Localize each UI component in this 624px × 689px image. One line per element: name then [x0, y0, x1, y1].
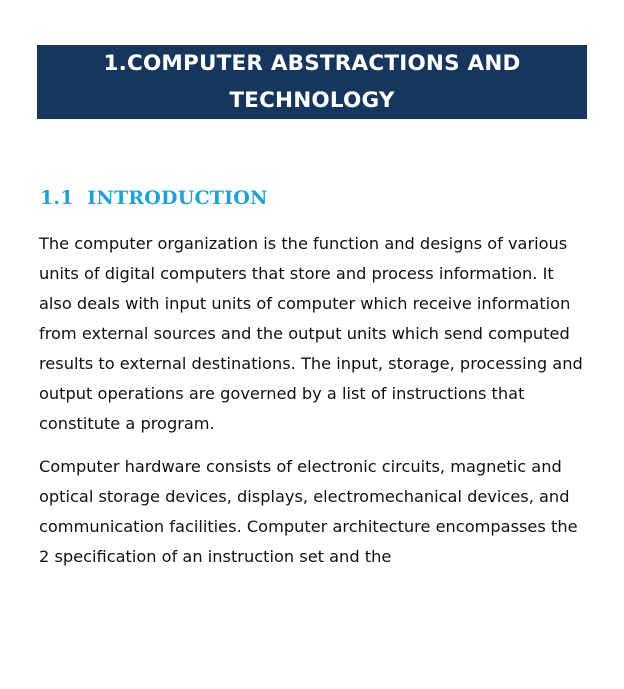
- body-paragraph: Computer hardware consists of electronic circuits, magnetic and optical storage devices, displays, electromechanical devices, and communication facilities. Computer architecture encompasses the 2 specification of an instruction set and the: [39, 457, 578, 566]
- section-heading: 1.1 INTRODUCTION: [40, 187, 268, 209]
- body-paragraph: The computer organization is the function and designs of various units of digital computers that store and process information. It also deals with input units of computer which receive information from external sources and the output units which send computed results to external destinations. The input, storage, processing and output operations are governed by a list of instructions that constitute a program.: [39, 234, 583, 433]
- chapter-title-banner: [37, 45, 587, 119]
- chapter-title: 1.COMPUTER ABSTRACTIONS AND TECHNOLOGY: [103, 51, 521, 113]
